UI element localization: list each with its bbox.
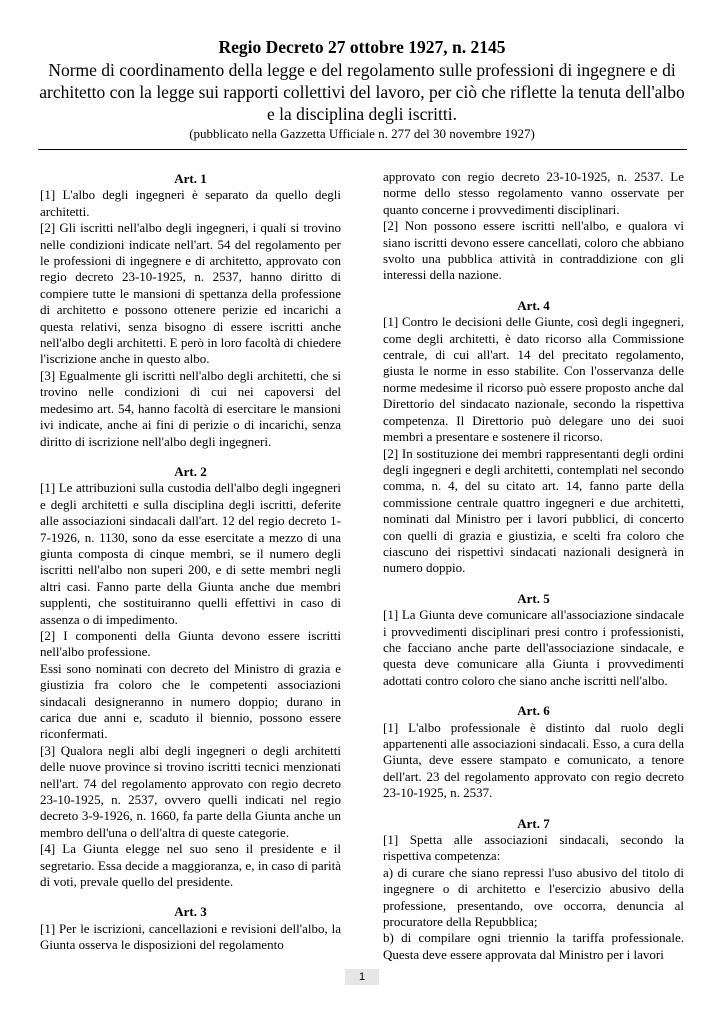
article bbox=[383, 816, 684, 964]
article-paragraph: [2] Gli iscritti nell'albo degli ingegneri, i quali si trovino nelle condizioni indicate nell'art. 54 del regolamento per le professioni di ingegnere e di architetto, approvato con regio decreto 23-10-1925, n. 2537, hanno diritto di compiere tutte le mansioni di spettanza della professione di architetto e possono ottenere perizie ed incarichi a questa relativi, senza bisogno di essere iscritti anche nell'albo degli architetti. E però in loro facoltà di chiedere l'iscrizione anche in questo albo. bbox=[40, 220, 341, 367]
article-paragraph: [1] Contro le decisioni delle Giunte, così degli ingegneri, come degli architetti, è dato ricorso alla Commissione centrale, di cui all'art. 14 del precitato regolamento, giusta le norme in esso stabilite. Con l'osservanza delle norme medesime il ricorso può essere proposto anche dal Direttorio del sindacato nazionale, secondo la rispettiva competenza. Il Direttorio può delegare uno dei suoi membri a presentare e sostenere il ricorso. bbox=[383, 314, 684, 445]
decree-subtitle: Norme di coordinamento della legge e del regolamento sulle professioni di ingegnere e di architetto con la legge sui rapporti collettivi del lavoro, per ciò che riflette la tenuta dell'albo e la disciplina degli iscritti. bbox=[39, 60, 685, 124]
left-column bbox=[40, 171, 341, 968]
article-heading: Art. 3 bbox=[174, 904, 207, 920]
article-paragraph: [1] Per le iscrizioni, cancellazioni e revisioni dell'albo, la Giunta osserva le disposizioni del regolamento bbox=[40, 920, 341, 953]
article-paragraph: [2] In sostituzione dei membri rappresentanti degli ordini degli ingegneri e degli architetti, contemplati nel secondo comma, n. 4, del su citato art. 14, fanno parte della commissione centrale quattro ingegneri e due architetti, nominati dal Ministro per i lavori pubblici, di concerto con quelli di grazia e giustizia, e scelti fra coloro che ciascuno dei rispettivi sindacati nazionali designerà in numero doppio. bbox=[383, 445, 684, 576]
article-heading: Art. 4 bbox=[517, 297, 550, 313]
article bbox=[40, 904, 341, 953]
document-header bbox=[36, 36, 688, 142]
article-paragraph: [2] Non possono essere iscritti nell'albo, e qualora vi siano iscritti devono essere cancellati, coloro che abbiano svolto una pubblica attività in contraddizione con gli interessi della nazione. bbox=[383, 218, 684, 283]
article-paragraph: b) di compilare ogni triennio la tariffa professionale. Questa deve essere approvata dal Ministro per i lavori bbox=[383, 930, 684, 962]
article-paragraph: [2] I componenti della Giunta devono essere iscritti nell'albo professione. bbox=[40, 627, 341, 660]
article-heading: Art. 1 bbox=[174, 171, 207, 186]
publication-note: (pubblicato nella Gazzetta Ufficiale n. 277 del 30 novembre 1927) bbox=[189, 126, 535, 141]
article-paragraph: [1] Le attribuzioni sulla custodia dell'albo degli ingegneri e degli architetti e sulla disciplina degli iscritti, deferite alle associazioni sindacali dall'art. 12 del regio decreto 1-7-1926, n. 1130, sono da esse esercitate a mezzo di una giunta composta di cinque membri, se il numero degli iscritti nell'albo non superi 200, e di sette membri negli altri casi. Fanno parte della Giunta anche due membri supplenti, che sostituiranno quelli effettivi in caso di assenza o di impedimento. bbox=[40, 480, 341, 627]
header-divider bbox=[38, 149, 687, 150]
decree-title: Regio Decreto 27 ottobre 1927, n. 2145 bbox=[218, 37, 506, 57]
article-heading: Art. 6 bbox=[517, 703, 550, 719]
article-paragraph: Essi sono nominati con decreto del Ministro di grazia e giustizia fra coloro che le competenti associazioni sindacali designeranno in numero doppio; durano in carica due anni e, scaduto il biennio, possono essere riconfermati. bbox=[40, 660, 341, 742]
article bbox=[383, 298, 684, 577]
article-heading: Art. 7 bbox=[517, 815, 550, 831]
article-heading: Art. 2 bbox=[174, 463, 207, 479]
article-heading: Art. 5 bbox=[517, 590, 550, 606]
article bbox=[383, 591, 684, 689]
article-paragraph: [1] L'albo degli ingegneri è separato da quello degli architetti. bbox=[40, 187, 341, 219]
article-paragraph: [3] Egualmente gli iscritti nell'albo degli architetti, che si trovino nelle condizioni di cui nei capoversi del medesimo art. 54, hanno facoltà di esercitare le mansioni ivi indicate, anche ai fini di perizie o di incarichi, senza diritto di iscrizione nell'albo degli ingegneri. bbox=[40, 367, 341, 449]
article-paragraph: [1] La Giunta deve comunicare all'associazione sindacale i provvedimenti disciplinari presi contro i professionisti, che facciano anche parte dell'associazione sindacale, e questa deve comunicare alla Giunta i provvedimenti adottati contro coloro che siano anche iscritti nell'albo. bbox=[383, 607, 684, 688]
article-paragraph: approvato con regio decreto 23-10-1925, n. 2537. Le norme dello stesso regolamento vanno osservate per quanto concerne i provvedimenti disciplinari. bbox=[383, 169, 684, 217]
article bbox=[40, 171, 341, 450]
page-number: 1 bbox=[345, 969, 379, 985]
article-paragraph: [1] Spetta alle associazioni sindacali, secondo la rispettiva competenza: bbox=[383, 832, 684, 864]
article bbox=[383, 703, 684, 801]
article-paragraph: a) di curare che siano repressi l'uso abusivo del titolo di ingegnere o di architetto e l'esercizio abusivo della professione, presentando, ove occorra, denuncia al procuratore della Repubblica; bbox=[383, 864, 684, 930]
article-paragraph: [1] L'albo professionale è distinto dal ruolo degli appartenenti alle associazioni sindacali. Esso, a cura della Giunta, deve essere stampato e comunicato, a tenore dell'art. 23 del regolamento approvato con regio decreto 23-10-1925, n. 2537. bbox=[383, 719, 684, 801]
article-paragraph: [3] Qualora negli albi degli ingegneri o degli architetti delle nuove province si trovino iscritti tecnici menzionati nell'art. 74 del regolamento approvato con regio decreto 23-10-1925, n. 2537, ovvero quelli indicati nel regio decreto 3-9-1926, n. 1660, fa parte della Giunta anche un membro dell'una o dell'altra di queste categorie. bbox=[40, 742, 341, 840]
article bbox=[383, 169, 684, 284]
right-column bbox=[383, 169, 684, 977]
article bbox=[40, 464, 341, 891]
article-paragraph: [4] La Giunta elegge nel suo seno il presidente e il segretario. Essa decide a maggioranza, e, in caso di parità di voti, prevale quello del presidente. bbox=[40, 841, 341, 890]
